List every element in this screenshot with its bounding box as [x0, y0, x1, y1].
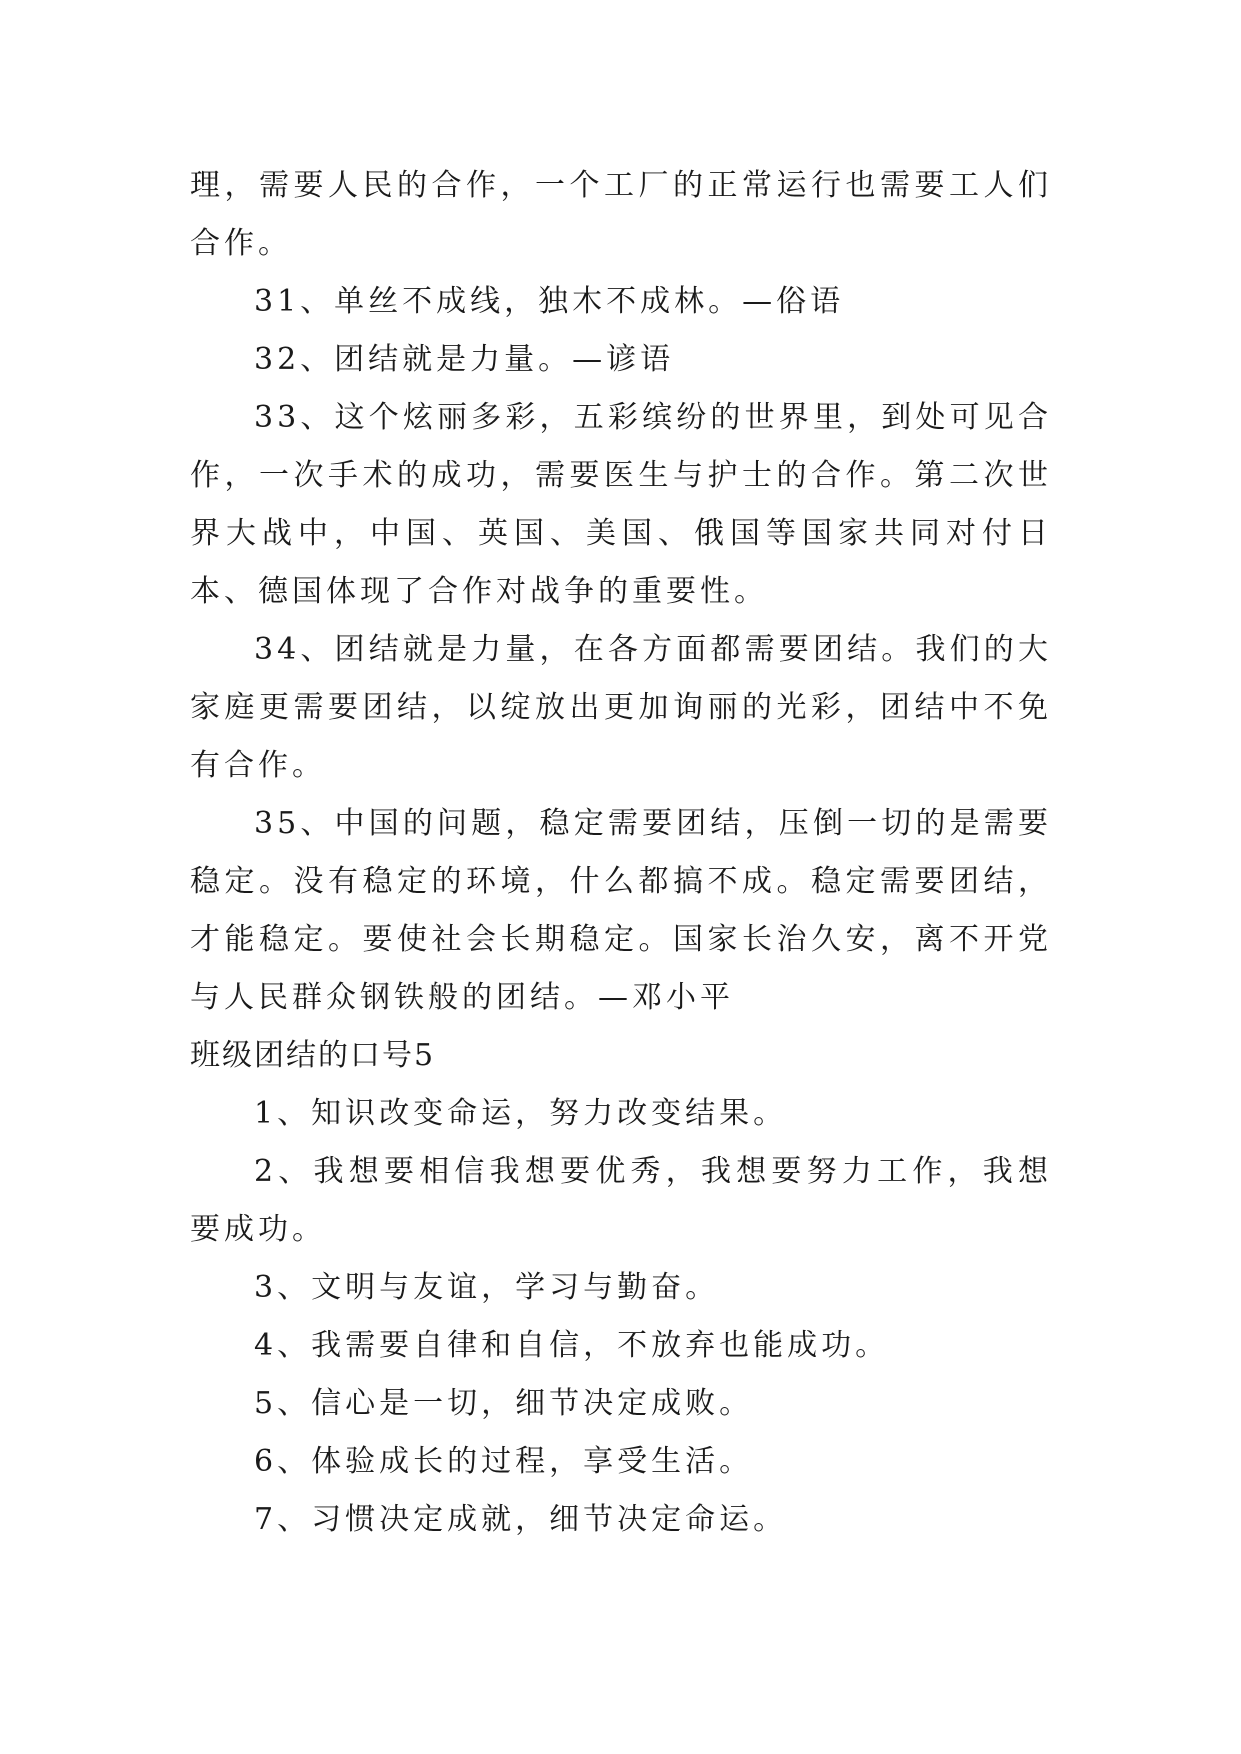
slogan-5: 5、信心是一切，细节决定成败。 — [254, 1386, 754, 1421]
quote-31: 31、单丝不成线，独木不成林。—俗语 — [254, 284, 845, 319]
slogan-3: 3、文明与友谊，学习与勤奋。 — [254, 1270, 720, 1305]
slogan-1: 1、知识改变命运，努力改变结果。 — [254, 1096, 788, 1131]
quote-35: 35、中国的问题，稳定需要团结，压倒一切的是需要稳定。没有稳定的环境，什么都搞不成。稳定需要团结，才能稳定。要使社会长期稳定。国家长治久安，离不开党与人民群众钢铁般的团结。—邓小平 — [190, 806, 1052, 1015]
quote-32: 32、团结就是力量。—谚语 — [254, 342, 675, 377]
slogan-6: 6、体验成长的过程，享受生活。 — [254, 1444, 754, 1479]
slogan-7: 7、习惯决定成就，细节决定命运。 — [254, 1502, 788, 1537]
slogan-4: 4、我需要自律和自信，不放弃也能成功。 — [254, 1328, 890, 1363]
slogan-2: 2、我想要相信我想要优秀，我想要努力工作，我想要成功。 — [190, 1154, 1052, 1247]
document-body — [190, 157, 1052, 1549]
paragraph-continuation: 理，需要人民的合作，一个工厂的正常运行也需要工人们合作。 — [190, 168, 1052, 261]
quote-34: 34、团结就是力量，在各方面都需要团结。我们的大家庭更需要团结，以绽放出更加询丽的光彩，团结中不免有合作。 — [190, 632, 1052, 783]
section-title: 班级团结的口号5 — [190, 1038, 436, 1073]
quote-33: 33、这个炫丽多彩，五彩缤纷的世界里，到处可见合作，一次手术的成功，需要医生与护士的合作。第二次世界大战中，中国、英国、美国、俄国等国家共同对付日本、德国体现了合作对战争的重要性。 — [190, 400, 1052, 609]
